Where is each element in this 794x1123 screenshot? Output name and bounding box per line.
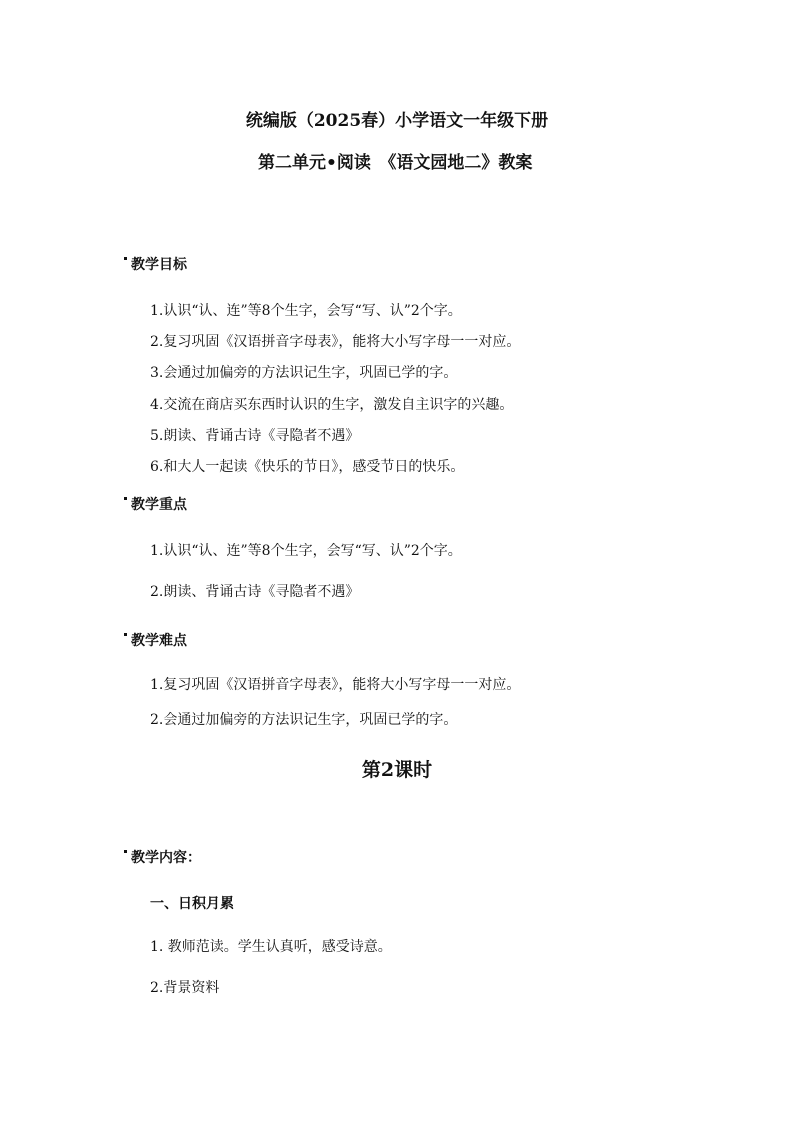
section-heading-key (124, 494, 187, 514)
content-subheading: 一、日积月累 (150, 896, 234, 912)
goal-item: 6.和大人一起读《快乐的节日》，感受节日的快乐。 (150, 459, 465, 475)
section-heading-label: 教学内容： (131, 850, 201, 866)
document-title: 统编版（2025春）小学语文一年级下册 (245, 111, 549, 131)
goal-item: 3.会通过加偏旁的方法识记生字，巩固已学的字。 (150, 365, 458, 381)
difficult-item: 2.会通过加偏旁的方法识记生字，巩固已学的字。 (150, 712, 458, 728)
section-heading-difficult (124, 630, 187, 650)
section-heading-label: 教学目标 (131, 257, 187, 273)
difficult-item: 1.复习巩固《汉语拼音字母表》，能将大小写字母一一对应。 (150, 677, 521, 693)
section-heading-label: 教学难点 (131, 633, 187, 649)
content-item: 2.背景资料 (150, 980, 220, 996)
document-subtitle: 第二单元•阅读 《语文园地二》教案 (258, 153, 533, 173)
content-item: 1. 教师范读。学生认真听，感受诗意。 (150, 939, 392, 955)
bullet-dot (124, 257, 127, 260)
bullet-dot (124, 850, 127, 853)
key-item: 1.认识“认、连”等8个生字，会写“写、认”2个字。 (150, 543, 462, 559)
section-heading-content (124, 847, 201, 867)
section-heading-goals (124, 254, 187, 274)
goal-item: 5.朗读、背诵古诗《寻隐者不遇》 (150, 428, 360, 444)
bullet-dot (124, 633, 127, 636)
goal-item: 4.交流在商店买东西时认识的生字，激发自主识字的兴趣。 (150, 397, 514, 413)
goal-item: 2.复习巩固《汉语拼音字母表》，能将大小写字母一一对应。 (150, 334, 521, 350)
lesson-title: 第2课时 (361, 759, 433, 781)
section-heading-label: 教学重点 (131, 497, 187, 513)
bullet-dot (124, 497, 127, 500)
key-item: 2.朗读、背诵古诗《寻隐者不遇》 (150, 584, 360, 600)
goal-item: 1.认识“认、连”等8个生字，会写“写、认”2个字。 (150, 303, 462, 319)
